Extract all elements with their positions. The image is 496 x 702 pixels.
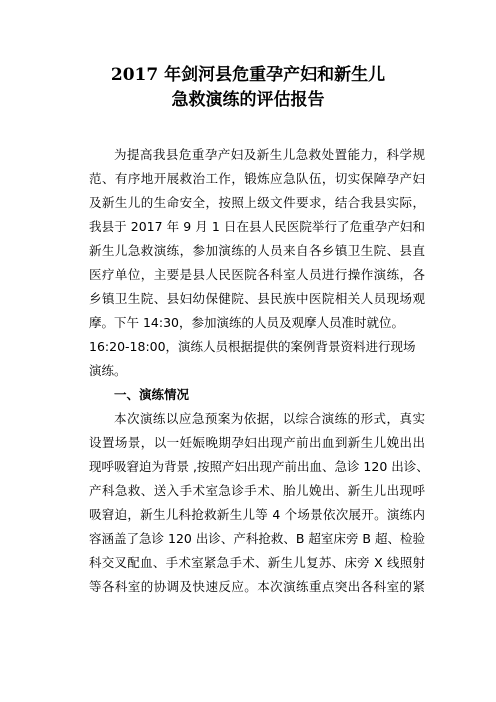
document-title-line-2: 急救演练的评估报告 [171,90,325,110]
paragraph-line: 新生儿急救演练，参加演练的人员来自各乡镇卫生院、县直 [89,243,425,258]
paragraph-line: 我县于 2017 年 9 月 1 日在县人民医院举行了危重孕产妇和 [89,219,425,234]
paragraph-line: 及新生儿的生命安全，按照上级文件要求，结合我县实际， [89,195,425,210]
paragraph-line: 产科急救、送入手术室急诊手术、胎儿娩出、新生儿出现呼 [89,483,425,498]
paragraph-line: 现呼吸窘迫为背景 ,按照产妇出现产前出血、急诊 120 出诊、 [89,459,429,474]
paragraph-line: 设置场景，以一妊娠晚期孕妇出现产前出血到新生儿娩出出 [89,435,425,450]
paragraph-line: 范、有序地开展救治工作，锻炼应急队伍，切实保障孕产妇 [89,171,425,186]
paragraph-line: 演练。 [89,363,127,378]
paragraph-line: 乡镇卫生院、县妇幼保健院、县民族中医院相关人员现场观 [89,291,425,306]
document-title-line-1: 2017 年剑河县危重孕产妇和新生儿 [110,65,386,85]
paragraph-line: 为提高我县危重孕产妇及新生儿急救处置能力，科学规 [114,147,425,162]
paragraph-line: 摩。下午 14:30，参加演练的人员及观摩人员准时就位。 [89,315,404,330]
paragraph-line: 科交叉配血、手术室紧急手术、新生儿复苏、床旁 X 线照射 [89,555,425,570]
paragraph-line: 本次演练以应急预案为依据，以综合演练的形式，真实 [114,411,425,426]
paragraph-line: 16:20-18:00，演练人员根据提供的案例背景资料进行现场 [89,339,416,354]
paragraph-line: 容涵盖了急诊 120 出诊、产科抢救、B 超室床旁 B 超、检验 [89,531,425,546]
paragraph-line: 医疗单位，主要是县人民医院各科室人员进行操作演练，各 [89,267,425,282]
paragraph-line: 等各科室的协调及快速反应。本次演练重点突出各科室的紧 [89,579,425,594]
section-heading: 一、演练情况 [114,387,190,402]
paragraph-line: 吸窘迫，新生儿科抢救新生儿等 4 个场景依次展开。演练内 [89,507,425,522]
